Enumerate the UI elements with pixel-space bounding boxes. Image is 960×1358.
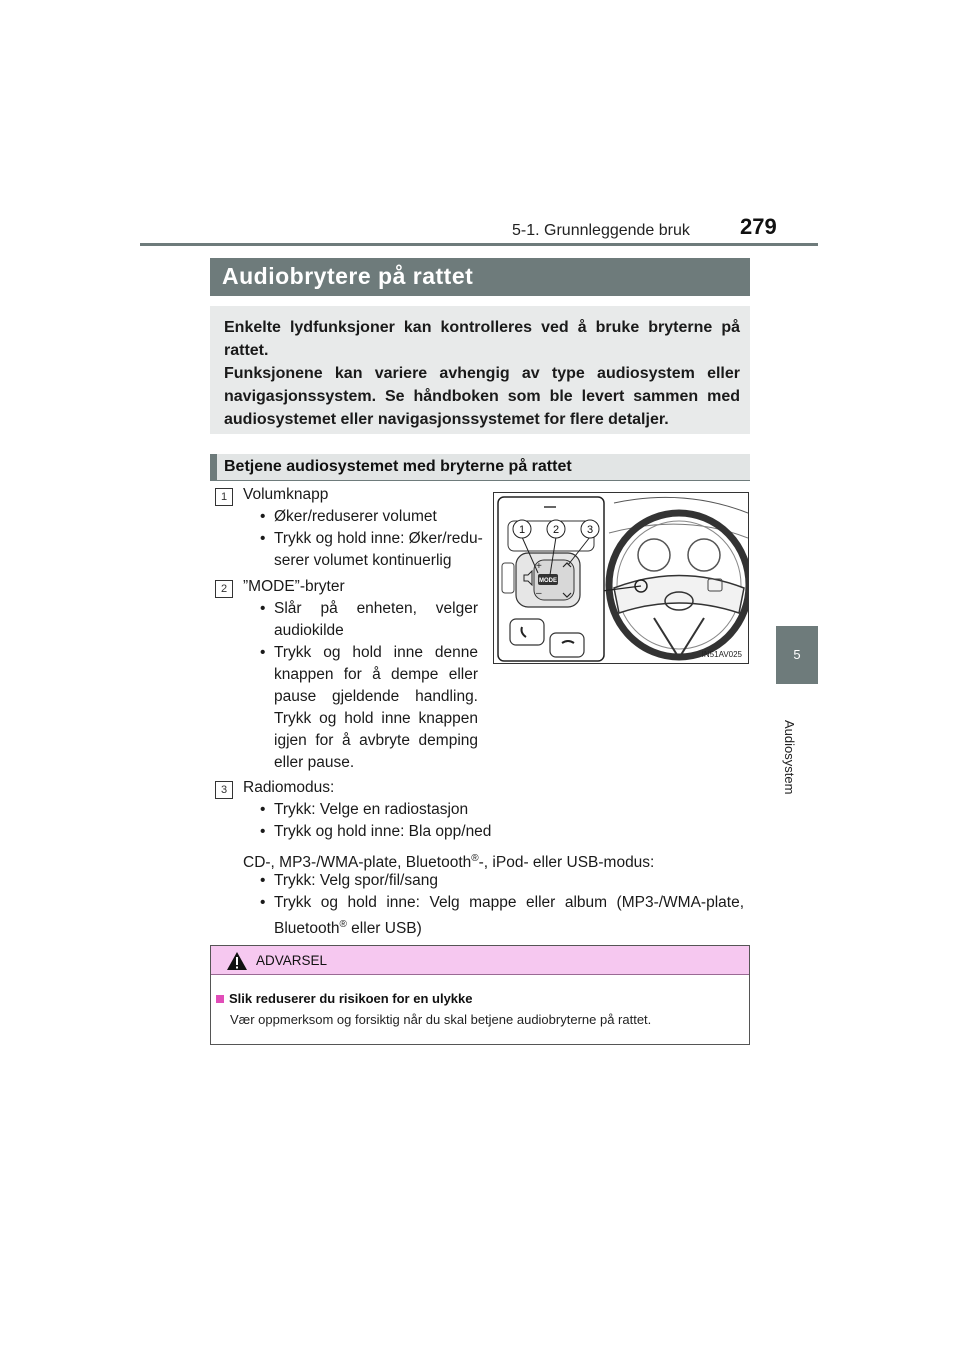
page-title: Audiobrytere på rattet bbox=[222, 263, 474, 289]
callout-2: 2 bbox=[552, 524, 560, 536]
item-2-bullet-1-cont: audiokilde bbox=[274, 622, 344, 639]
intro-line-1: Enkelte lydfunksjoner kan kontrolleres ved å bruke bryterne på rattet. bbox=[224, 319, 740, 359]
item-number-1: 1 bbox=[215, 488, 233, 506]
chapter-tab: 5 bbox=[776, 626, 818, 684]
warning-heading bbox=[216, 991, 472, 1006]
steering-wheel-illustration bbox=[494, 493, 748, 663]
item-2-bullet-1: • Slår på enheten, velger bbox=[260, 600, 478, 617]
item-2-bullet-2-line-2: knappen for å dempe eller bbox=[274, 666, 478, 683]
item-3-bullet-1: • Trykk: Velge en radiostasjon bbox=[260, 801, 469, 818]
registered-mark: ® bbox=[471, 853, 479, 864]
bullet-4-cont-pre: Bluetooth bbox=[274, 920, 340, 938]
header-rule bbox=[140, 243, 818, 246]
item-3-bullet-1-text: Trykk: Velge en radiostasjon bbox=[274, 801, 469, 818]
item-2-bullet-2-line-6: eller pause. bbox=[274, 754, 355, 771]
item-1-title: Volumknapp bbox=[243, 486, 329, 503]
item-1-bullet-2-cont: serer volumet kontinuerlig bbox=[274, 552, 452, 569]
warning-title: ADVARSEL bbox=[256, 953, 328, 968]
item-3-bullet-4: • Trykk og hold inne: Velg mappe eller album (MP3-/WMA-plate, bbox=[260, 894, 744, 911]
warning-heading-text: Slik reduserer du risikoen for en ulykke bbox=[229, 991, 473, 1006]
intro-line-2: Funksjonene kan variere avhengig av type audiosystem eller navigasjonssystem. Se håndboken som ble levert sammen med audiosystemet eller navigasjonssystemet for flere detaljer. bbox=[224, 365, 740, 428]
cd-heading-post: -, iPod- eller USB-modus: bbox=[478, 854, 655, 872]
item-1-bullet-1: • Øker/reduserer volumet bbox=[260, 508, 437, 525]
item-3-title: Radiomodus: bbox=[243, 779, 335, 796]
bullet-4-cont-post: eller USB) bbox=[346, 920, 422, 938]
item-2-bullet-2-line-1: Trykk og hold inne denne bbox=[274, 644, 478, 661]
item-1-bullet-2-text-a: Trykk og hold inne: Øker/redu- bbox=[274, 530, 483, 547]
subheading: Betjene audiosystemet med bryterne på rattet bbox=[224, 458, 572, 475]
chapter-label: Audiosystem bbox=[782, 720, 797, 795]
item-3-bullet-2: • Trykk og hold inne: Bla opp/ned bbox=[260, 823, 492, 840]
steering-wheel-figure bbox=[493, 492, 749, 664]
page-number: 279 bbox=[740, 214, 777, 239]
item-3-bullet-3: • Trykk: Velg spor/fil/sang bbox=[260, 872, 438, 889]
item-2-bullet-1-text-a: Slår på enheten, velger bbox=[274, 600, 478, 617]
item-2-title: ”MODE”-bryter bbox=[243, 578, 345, 595]
intro-box bbox=[210, 306, 750, 434]
warning-body: Vær oppmerksom og forsiktig når du skal betjene audiobryterne på rattet. bbox=[230, 1012, 652, 1027]
registered-mark-2: ® bbox=[339, 919, 347, 930]
item-2-bullet-2: • Trykk og hold inne denne bbox=[260, 644, 478, 661]
item-3-bullet-4-cont bbox=[274, 914, 422, 940]
item-3-bullet-4-text-a: Trykk og hold inne: Velg mappe eller album (MP3-/WMA-plate, bbox=[274, 894, 744, 911]
item-number-3: 3 bbox=[215, 781, 233, 799]
item-3-bullet-3-text: Trykk: Velg spor/fil/sang bbox=[274, 872, 438, 889]
item-number-2: 2 bbox=[215, 580, 233, 598]
item-2-bullet-2-line-4: Trykk og hold inne knappen bbox=[274, 710, 478, 727]
svg-text:–: – bbox=[536, 588, 542, 599]
item-1-bullet-2: • Trykk og hold inne: Øker/redu- bbox=[260, 530, 483, 547]
item-1-bullet-1-text: Øker/reduserer volumet bbox=[274, 508, 437, 525]
warning-triangle-icon bbox=[226, 951, 248, 971]
callout-1: 1 bbox=[518, 524, 526, 536]
running-header-section: 5-1. Grunnleggende bruk bbox=[512, 222, 690, 239]
subheading-marker bbox=[210, 454, 217, 481]
item-3-bullet-2-text: Trykk og hold inne: Bla opp/ned bbox=[274, 823, 492, 840]
cd-heading-pre: CD-, MP3-/WMA-plate, Bluetooth bbox=[243, 854, 472, 872]
callout-3: 3 bbox=[586, 524, 594, 536]
svg-text:+: + bbox=[536, 561, 542, 572]
mode-label: MODE bbox=[539, 578, 557, 584]
item-2-bullet-2-line-3: pause gjeldende handling. bbox=[274, 688, 478, 705]
figure-code: IN51AV025 bbox=[701, 650, 742, 659]
item-2-bullet-2-line-5: igjen for å avbryte demping bbox=[274, 732, 478, 749]
square-bullet-icon bbox=[216, 995, 224, 1003]
